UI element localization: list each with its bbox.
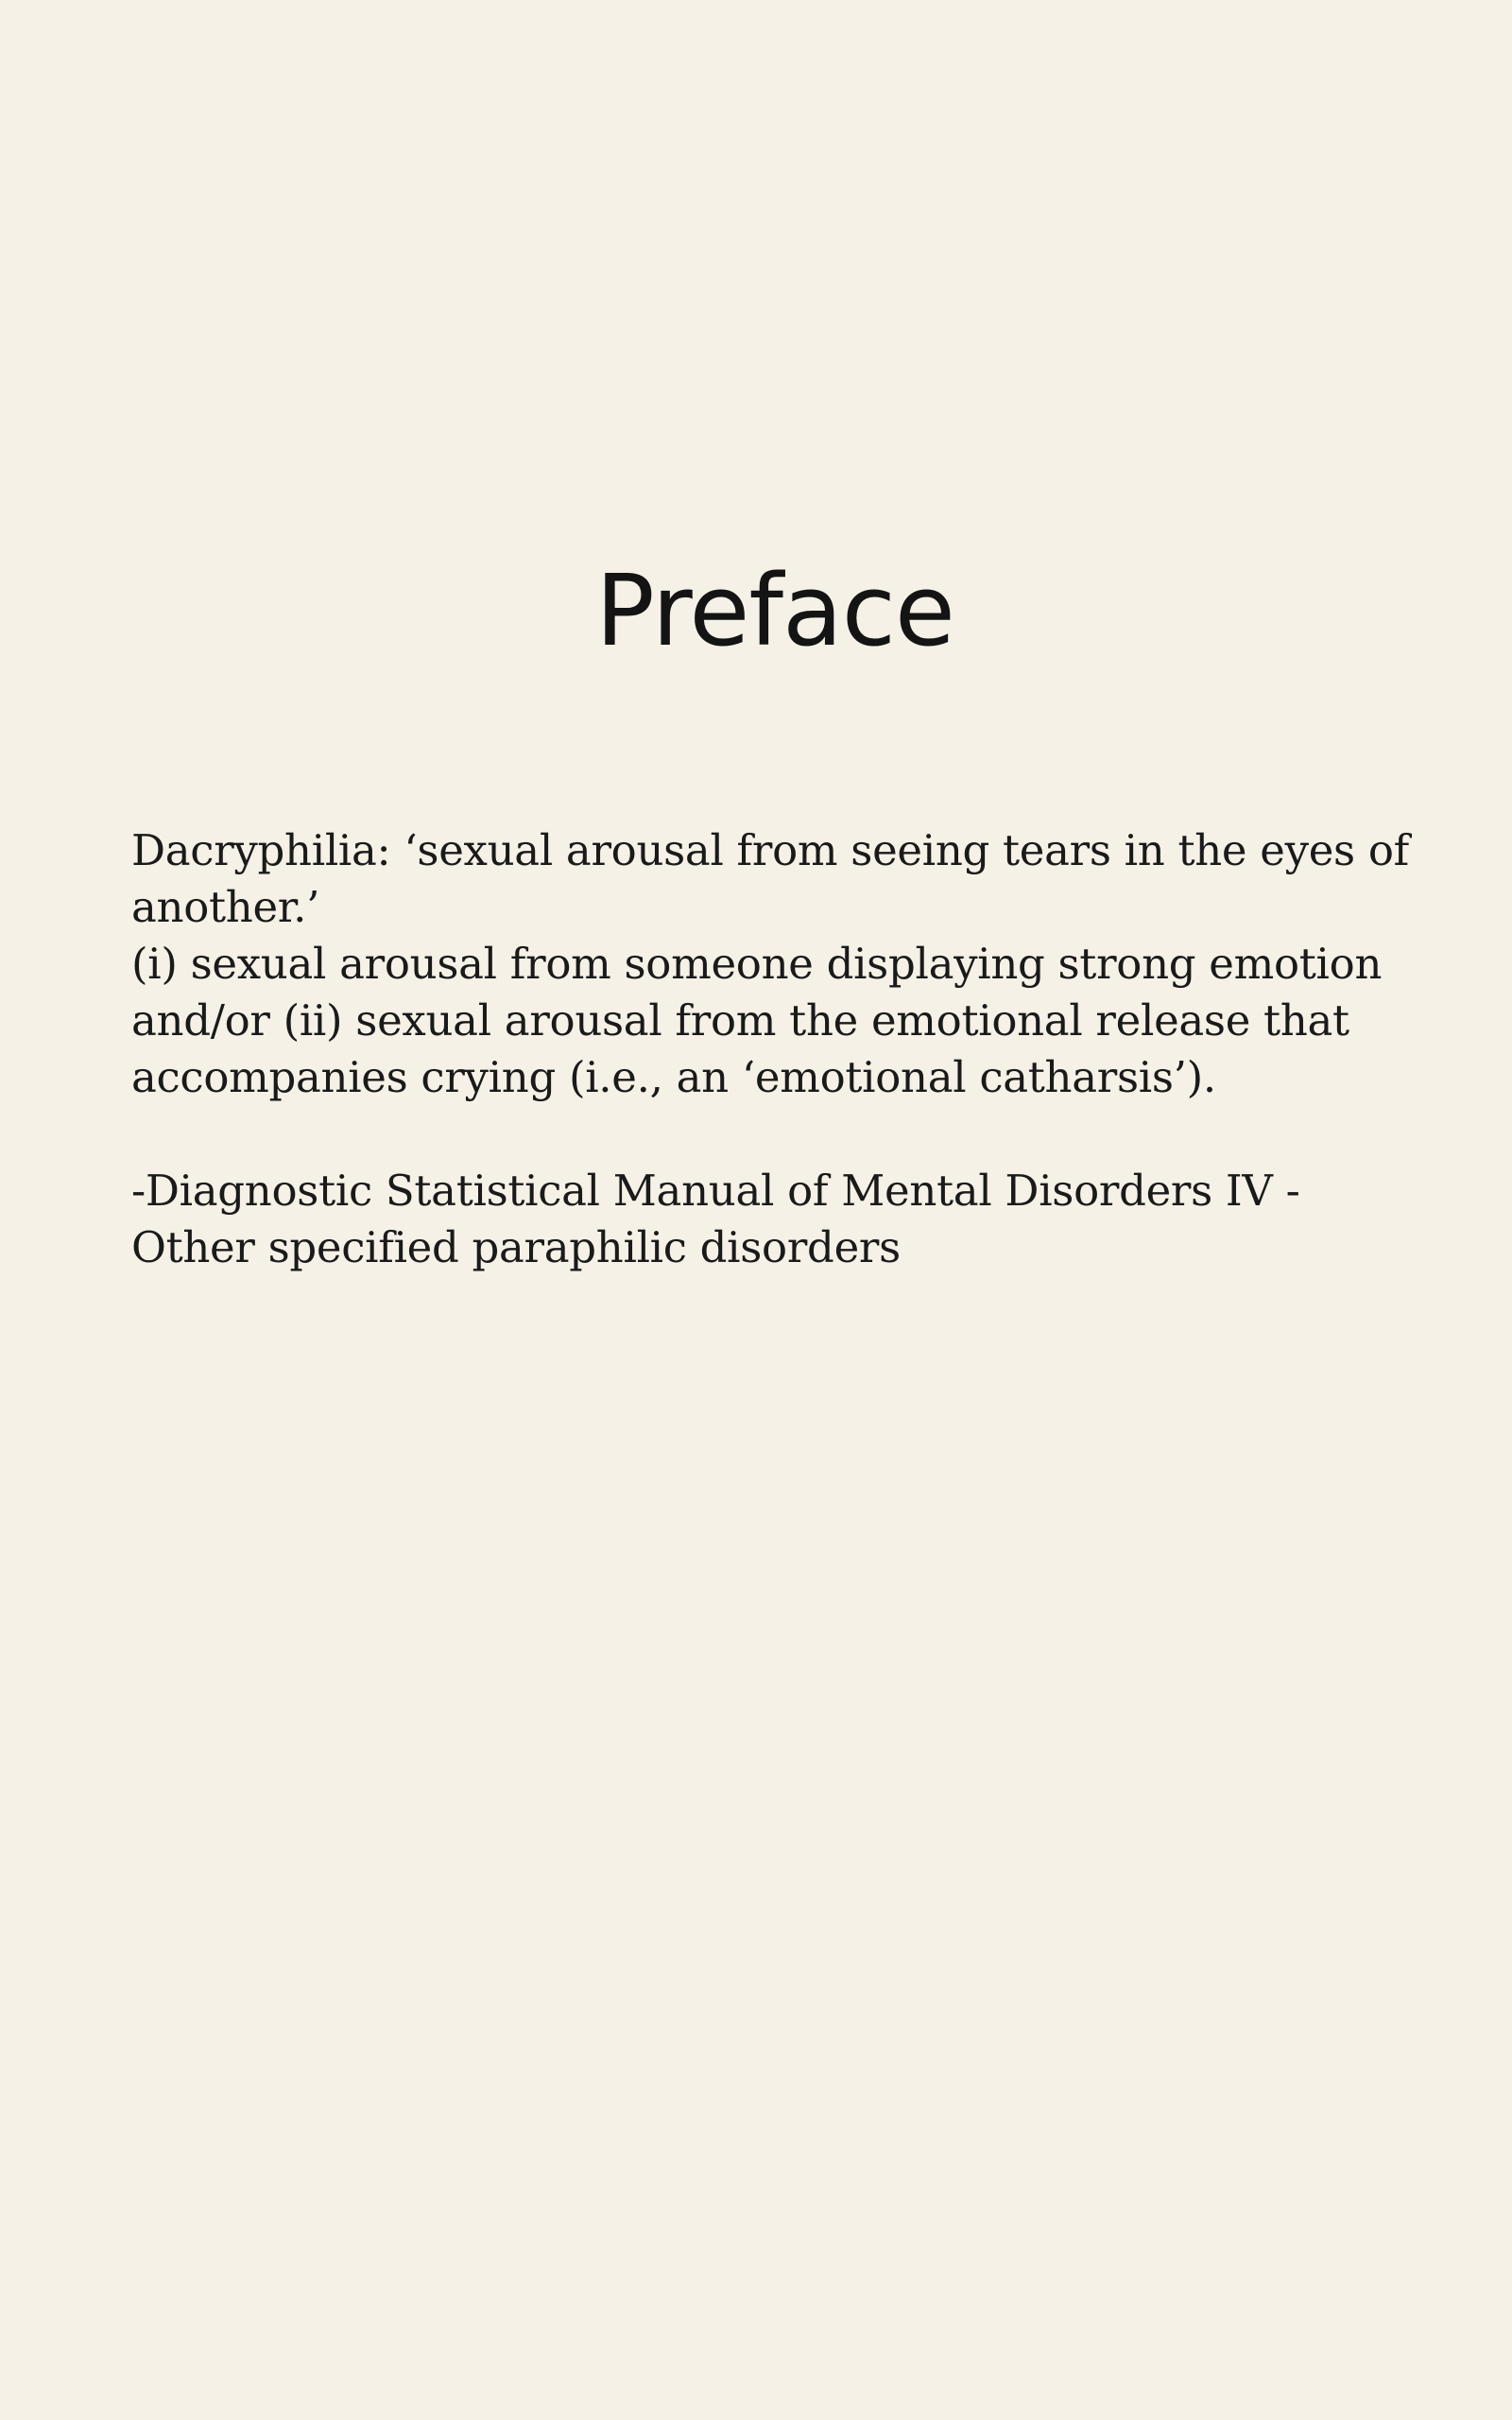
paragraph-gap xyxy=(131,1106,1435,1163)
citation-line: Other specified paraphilic disorders xyxy=(131,1222,901,1272)
definition-line: and/or (ii) sexual arousal from the emotional release that xyxy=(131,995,1349,1046)
definition-line: another.’ xyxy=(131,882,320,932)
citation-line: -Diagnostic Statistical Manual of Mental Disorders IV - xyxy=(131,1166,1300,1216)
definition-line: (i) sexual arousal from someone displaying strong emotion xyxy=(131,939,1383,989)
definition-line: accompanies crying (i.e., an ‘emotional catharsis’). xyxy=(131,1052,1216,1102)
page-title: Preface xyxy=(595,553,954,668)
preface-body xyxy=(131,822,1435,1276)
definition-line: Dacryphilia: ‘sexual arousal from seeing tears in the eyes of xyxy=(131,825,1409,875)
